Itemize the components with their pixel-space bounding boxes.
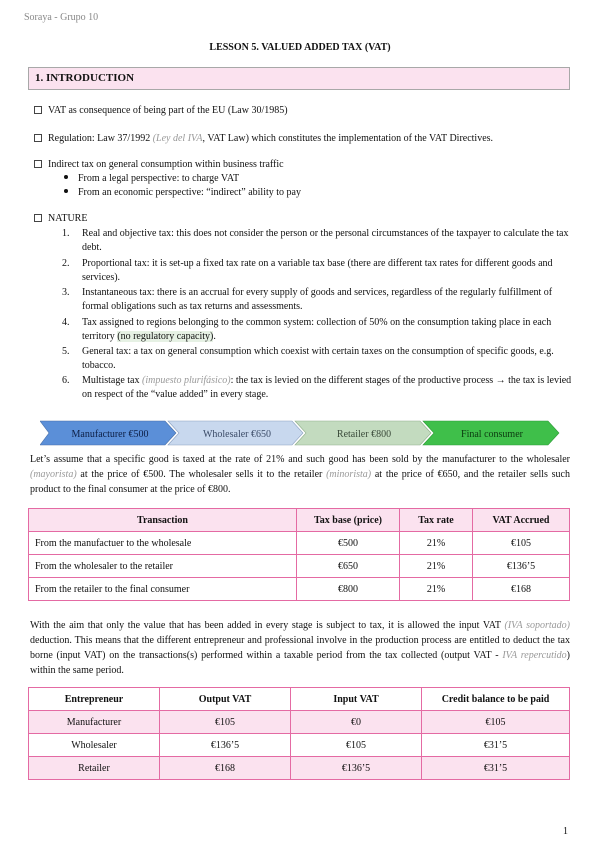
table-cell: From the manufactuer to the wholesale bbox=[29, 532, 297, 555]
table-cell: 21% bbox=[400, 555, 473, 578]
table-cell: €800 bbox=[297, 578, 400, 601]
checkbox-icon bbox=[34, 214, 42, 222]
checkbox-icon bbox=[34, 134, 42, 142]
table-row bbox=[29, 555, 570, 578]
table-cell: €136’5 bbox=[291, 757, 422, 780]
transactions-table bbox=[28, 508, 570, 601]
table-cell: €31’5 bbox=[422, 757, 570, 780]
nature-item-4: 4. Tax assigned to regions belonging to the common system: collection of 50% on the consumption taking place in each territory (no regulatory capacity). bbox=[62, 317, 552, 342]
bullet-nature: NATURE bbox=[34, 212, 87, 226]
col-header: Tax base (price) bbox=[297, 509, 400, 532]
table-row bbox=[29, 734, 570, 757]
bullet-regulation: Regulation: Law 37/1992 (Ley del IVA, VAT Law) which constitutes the implementation of the VAT Directives. bbox=[34, 132, 493, 146]
checkbox-icon bbox=[34, 106, 42, 114]
table-cell: €650 bbox=[297, 555, 400, 578]
bullet-vat-eu: VAT as consequence of being part of the EU (Law 30/1985) bbox=[34, 104, 288, 118]
col-header: VAT Accrued bbox=[473, 509, 570, 532]
table-cell: €500 bbox=[297, 532, 400, 555]
chain-label-final-consumer: Final consumer bbox=[461, 429, 523, 440]
table-cell: 21% bbox=[400, 578, 473, 601]
table-cell: €136’5 bbox=[473, 555, 570, 578]
checkbox-icon bbox=[34, 160, 42, 168]
table-header-row bbox=[29, 688, 570, 711]
table-row bbox=[29, 757, 570, 780]
col-header: Tax rate bbox=[400, 509, 473, 532]
table-cell: €105 bbox=[160, 711, 291, 734]
table-cell: From the wholesaler to the retailer bbox=[29, 555, 297, 578]
example-paragraph: Let’s assume that a specific good is taxed at the rate of 21% and such good has been sold by the manufacturer to the wholesaler (mayorista) at the price of €500. The wholesaler sells it to the retailer (minorista) at the price of €650, and the retailer sells such product to the final consumer at the price of €800. bbox=[30, 454, 570, 495]
col-header: Credit balance to be paid bbox=[422, 688, 570, 711]
table-cell: Manufacturer bbox=[29, 711, 160, 734]
chain-label-retailer: Retailer €800 bbox=[336, 429, 392, 440]
table-cell: Retailer bbox=[29, 757, 160, 780]
table-cell: €105 bbox=[291, 734, 422, 757]
sub-bullet-economic: From an economic perspective: “indirect” ability to pay bbox=[64, 186, 301, 200]
deduction-paragraph: With the aim that only the value that has been added in every stage is subject to tax, it is allowed the input VAT (IVA soportado) deduction. This means that the different entrepreneur and professional involve in the production process are entitled to deduct the tax borne (input VAT) on the transactions(s) performed within a taxable period from the tax collected (output VAT - IVA repercutido) within the same period. bbox=[30, 620, 570, 676]
bullet-indirect-tax: Indirect tax on general consumption within business traffic bbox=[34, 158, 284, 172]
col-header: Output VAT bbox=[160, 688, 291, 711]
nature-item-5: 5. General tax: a tax on general consumption which coexist with certain taxes on the consumption of specific goods, e.g. tobacco. bbox=[62, 346, 554, 371]
table-cell: €136’5 bbox=[160, 734, 291, 757]
chain-label-manufacturer: Manufacturer €500 bbox=[71, 429, 149, 440]
nature-item-1: 1. Real and objective tax: this does not consider the person or the personal circumstances of the taxpayer to calculate the tax debt. bbox=[62, 228, 569, 253]
table-row bbox=[29, 578, 570, 601]
table-cell: €31’5 bbox=[422, 734, 570, 757]
col-header: Input VAT bbox=[291, 688, 422, 711]
author-label: Soraya - Grupo 10 bbox=[24, 12, 99, 23]
table-cell: €105 bbox=[473, 532, 570, 555]
value-chain-diagram bbox=[40, 420, 560, 446]
chain-label-wholesaler: Wholesaler €650 bbox=[202, 429, 272, 440]
table-cell: €168 bbox=[160, 757, 291, 780]
col-header: Transaction bbox=[29, 509, 297, 532]
table-row bbox=[29, 711, 570, 734]
sub-bullet-legal: From a legal perspective: to charge VAT bbox=[64, 172, 239, 186]
nature-item-3: 3. Instantaneous tax: there is an accrual for every supply of goods and services, regardless of the regularly fulfillment of formal obligations such as tax returns and assessments. bbox=[62, 287, 553, 312]
bullet-dot-icon bbox=[64, 189, 68, 193]
table-cell: €105 bbox=[422, 711, 570, 734]
bullet-dot-icon bbox=[64, 175, 68, 179]
page-title: LESSON 5. VALUED ADDED TAX (VAT) bbox=[209, 42, 391, 53]
credit-balance-table bbox=[28, 687, 570, 780]
table-cell: From the retailer to the final consumer bbox=[29, 578, 297, 601]
table-cell: 21% bbox=[400, 532, 473, 555]
table-cell: Wholesaler bbox=[29, 734, 160, 757]
section-heading: 1. INTRODUCTION bbox=[28, 67, 570, 90]
table-header-row bbox=[29, 509, 570, 532]
nature-item-2: 2. Proportional tax: it is set-up a fixed tax rate on a variable tax base (there are different tax rates for different goods and services). bbox=[62, 258, 553, 283]
nature-item-6: 6. Multistage tax (impuesto plurifásico): the tax is levied on the different stages of the productive process → the tax is levied on respect of the “value added” in every stage. bbox=[62, 375, 572, 400]
col-header: Entrepreneur bbox=[29, 688, 160, 711]
page-number: 1 bbox=[563, 826, 568, 837]
table-cell: €0 bbox=[291, 711, 422, 734]
table-cell: €168 bbox=[473, 578, 570, 601]
table-row bbox=[29, 532, 570, 555]
